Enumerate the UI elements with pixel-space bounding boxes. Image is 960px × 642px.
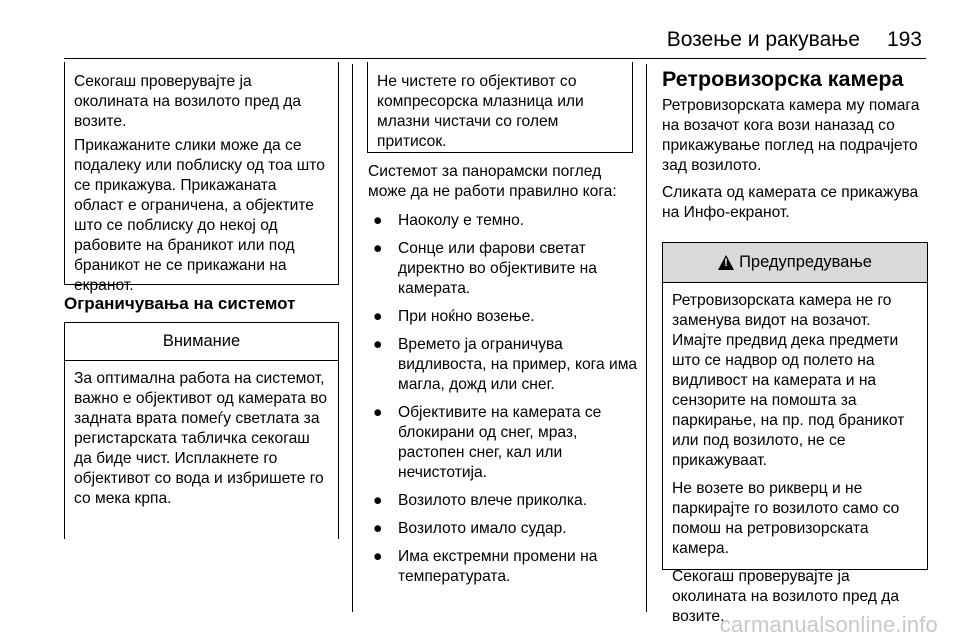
bullet: ● xyxy=(373,240,383,257)
continued-caution-box xyxy=(367,62,633,153)
header-rule xyxy=(64,58,926,59)
warning-triangle-icon: ! xyxy=(718,255,734,270)
bullet: ● xyxy=(373,308,383,325)
bullet: ● xyxy=(373,404,383,421)
caution-title: Внимание xyxy=(65,323,338,361)
intro-paragraph: Системот за панорамски поглед може да не работи правилно кога: xyxy=(368,163,617,200)
warning-text: Ретровизорската камера не го заменува видот на возачот. Имајте предвид дека предмети што се надвор од полето на видливост на камерата и на сензорите на помошта за паркирање, на пр. под браникот или под возилото, не се прикажуваат. xyxy=(672,292,905,469)
section-heading: Ретровизорска камера xyxy=(662,67,904,91)
warning-text: Не возете во рикверц и не паркирајте го возилото само со помош на ретровизорската камера. xyxy=(672,480,900,557)
page-header xyxy=(0,28,960,58)
bullet: ● xyxy=(373,520,383,537)
body-paragraph: Сликата од камерата се прикажува на Инфо-екранот. xyxy=(662,184,919,221)
list-item: ● Наоколу е темно. xyxy=(373,212,525,229)
running-header-title: Возење и ракување xyxy=(666,28,860,51)
limitation-list xyxy=(368,211,638,587)
column-divider-1 xyxy=(352,64,353,612)
list-item: ● Возилото влече приколка. xyxy=(373,492,588,509)
bullet: ● xyxy=(373,212,383,229)
column-2-text xyxy=(368,162,638,595)
notice-paragraph: Секогаш проверувајте ја околината на возилото пред да возите. xyxy=(74,73,302,130)
column-divider-2 xyxy=(646,64,647,612)
warning-title: Предупредување xyxy=(739,253,872,271)
caution-text: Не чистете го објективот со компресорска млазница или млазни чистачи со голем притисок. xyxy=(377,73,584,150)
warning-box xyxy=(662,242,928,625)
list-item: ● Времето ја ограничува видливоста, на пример, кога има магла, дожд или снег. xyxy=(373,336,638,393)
continued-notice-box xyxy=(64,62,339,294)
section-subheading: Ограничувања на системот xyxy=(64,294,296,313)
bullet: ● xyxy=(373,492,383,509)
watermark: carmanualsonline.info xyxy=(719,612,938,637)
body-paragraph: Ретровизорската камера му помага на возачот кога вози наназад со прикажување поглед на подрачјето зад возилото. xyxy=(662,97,920,174)
page-number: 193 xyxy=(886,28,922,51)
list-item: ● При ноќно возење. xyxy=(373,308,535,325)
list-item: ● Возилото имало судар. xyxy=(373,520,567,537)
column-3-text xyxy=(662,66,934,229)
bullet: ● xyxy=(373,548,383,565)
list-item: ● Има екстремни промени на температурата. xyxy=(373,548,598,585)
list-item: ● Сонце или фарови светат директно во објективите на камерата. xyxy=(373,240,597,297)
notice-paragraph: Прикажаните слики може да се подалеку или поблиску од тоа што се прикажува. Прикажаната област е ограничена, а објектите што се поблиску до некој од рабовите на браникот или под браникот не се прикажани на екранот. xyxy=(74,137,325,294)
caution-box xyxy=(64,322,339,539)
caution-text: За оптимална работа на системот, важно е објективот од камерата во задната врата помеѓу светлата за регистарската табличка секогаш да биде чист. Исплакнете го објективот со вода и избришете го со мека крпа. xyxy=(74,370,328,507)
bullet: ● xyxy=(373,336,383,353)
warning-header xyxy=(663,243,927,283)
warning-text: Секогаш проверувајте ја околината на возилото пред да возите. xyxy=(672,568,900,625)
list-item: ● Објективите на камерата се блокирани од снег, мраз, растопен снег, кал или нечистотија. xyxy=(373,404,602,481)
